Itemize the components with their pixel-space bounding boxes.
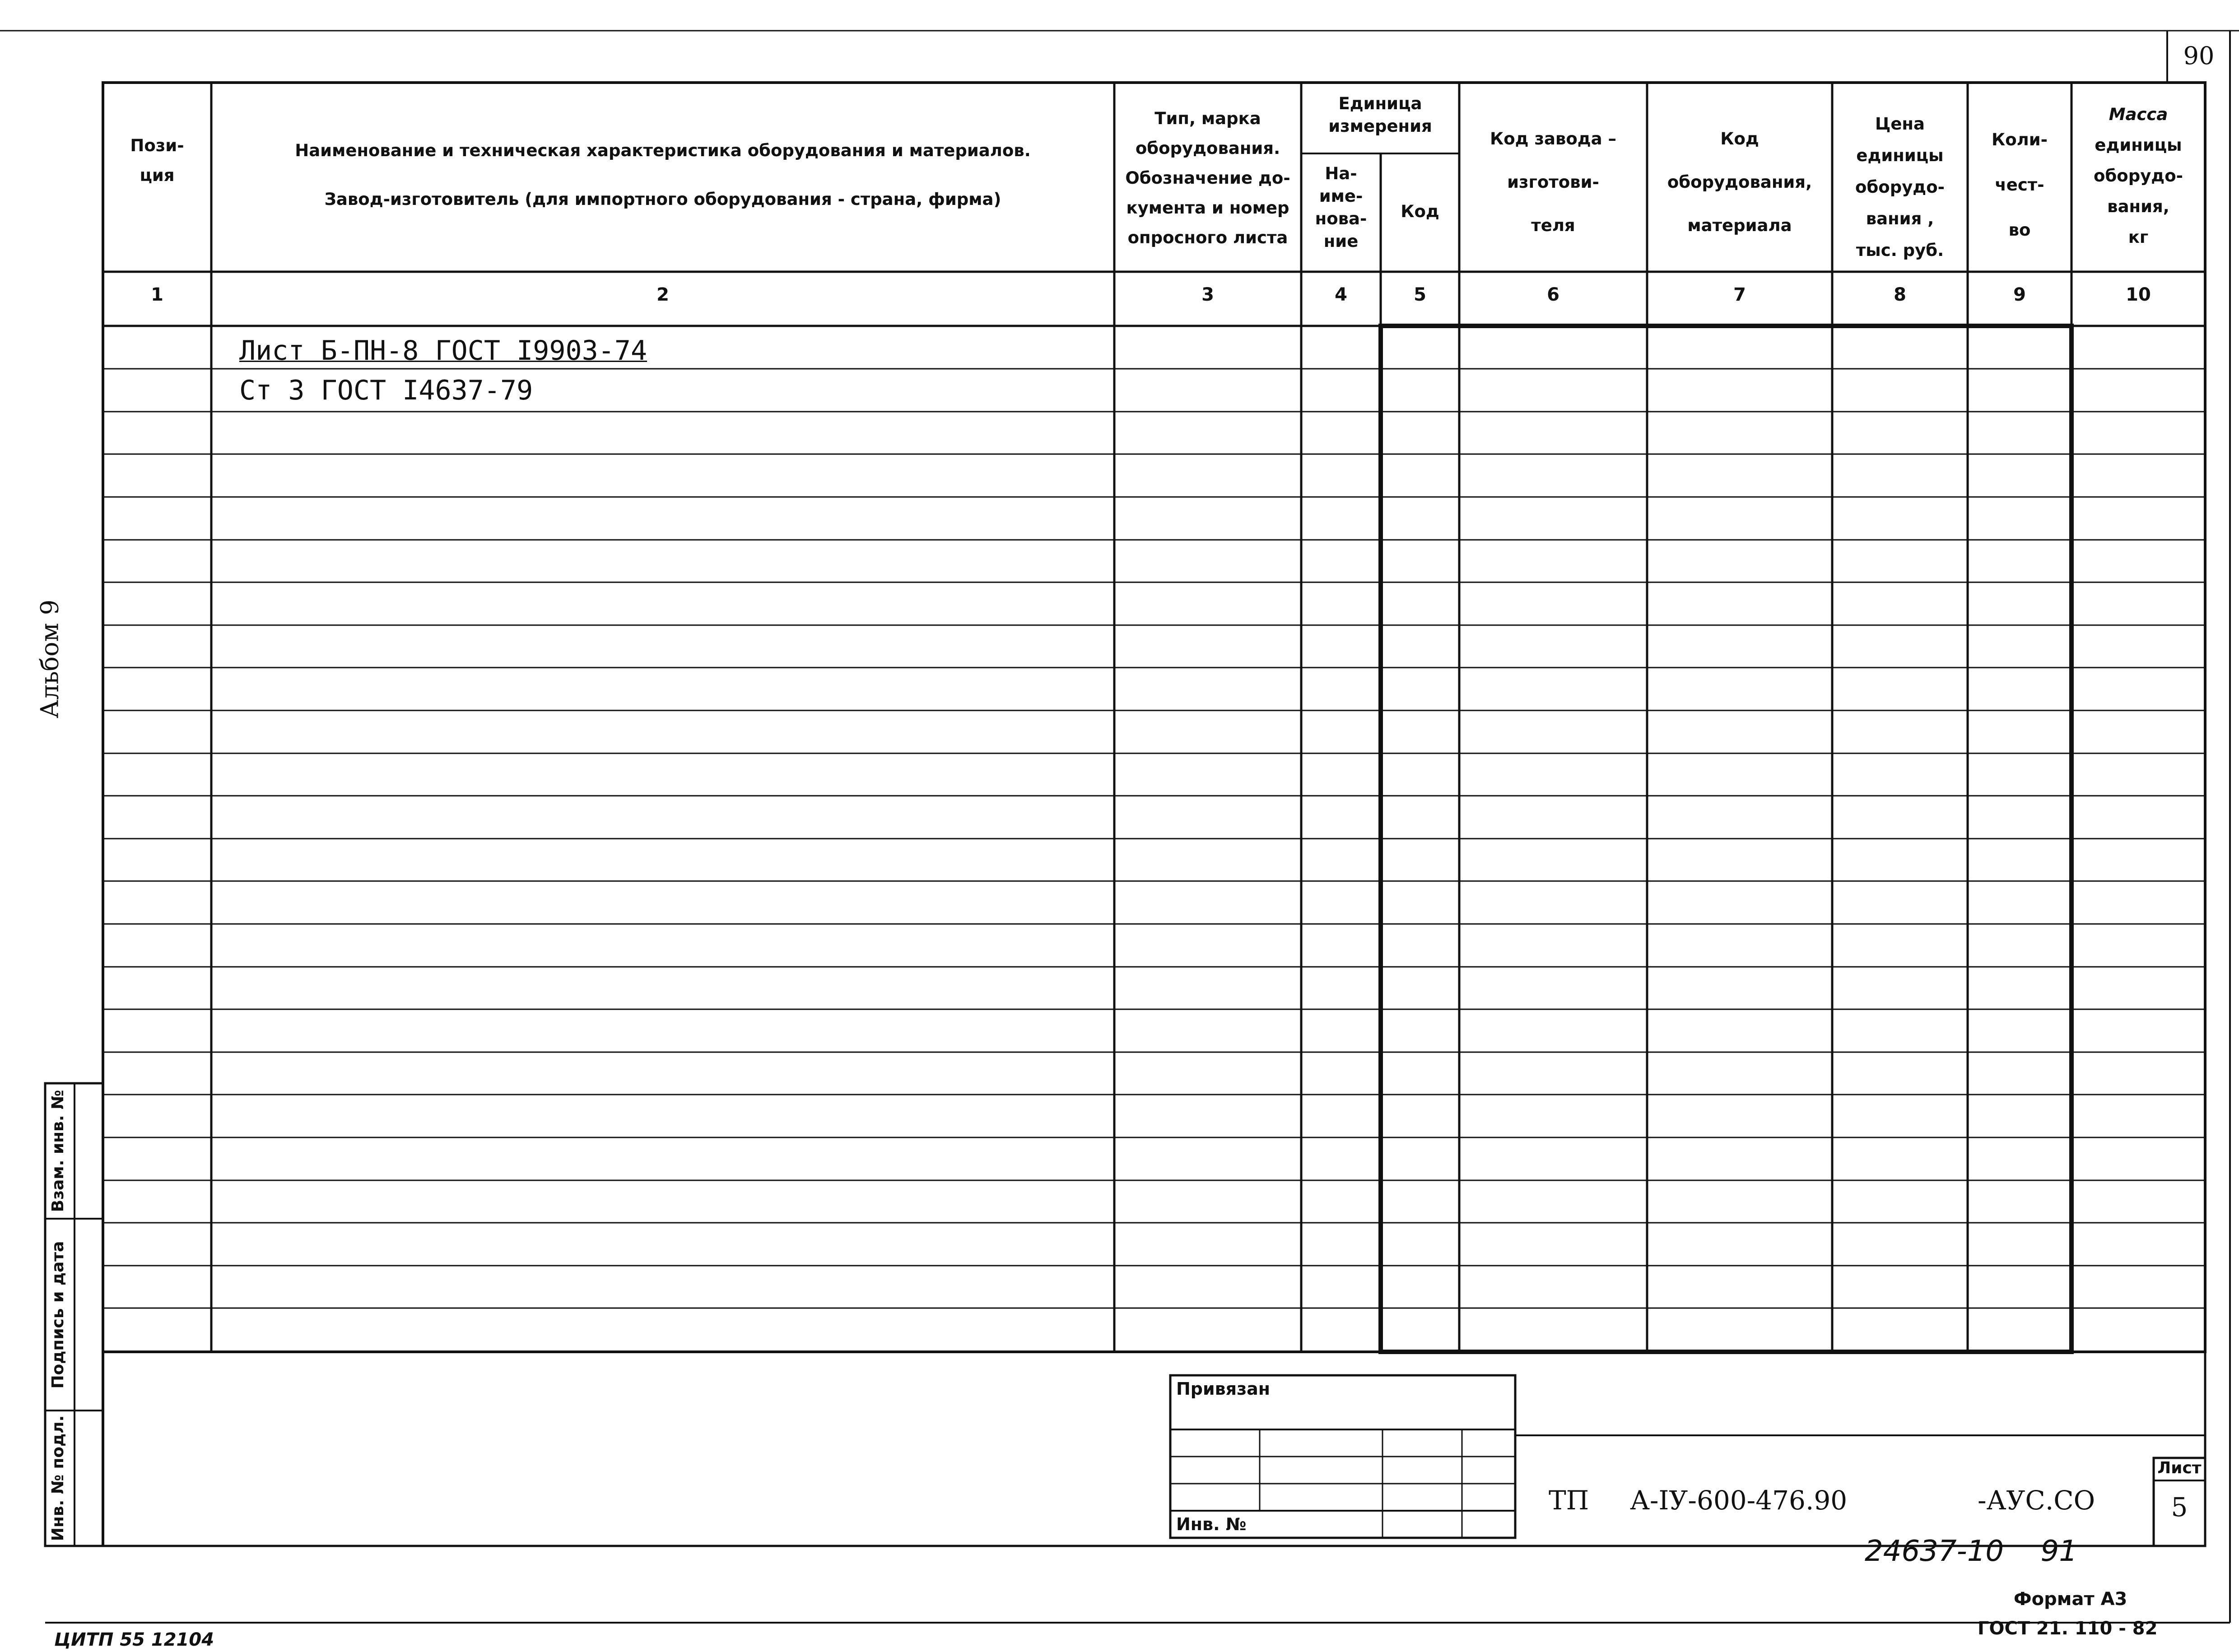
header-equipment-line2: оборудования, bbox=[1667, 172, 1812, 192]
top-sheet-number: 90 bbox=[2183, 42, 2215, 70]
column-number: 2 bbox=[656, 284, 669, 305]
header-mass-line4: вания, bbox=[2107, 197, 2169, 216]
format-label: Формат А3 bbox=[2014, 1589, 2127, 1610]
header-equipment-code bbox=[1647, 117, 1832, 247]
header-manufacturer-line2: изготови- bbox=[1507, 172, 1599, 192]
header-name-line2: Завод-изготовитель (для импортного оборудования - страна, фирма) bbox=[324, 190, 1001, 209]
header-unit-code: Код bbox=[1401, 202, 1439, 221]
header-quantity-line3: во bbox=[2008, 220, 2031, 240]
header-manufacturer-line1: Код завода – bbox=[1490, 129, 1616, 148]
header-type-line3: Обозначение до- bbox=[1125, 168, 1290, 188]
header-price-line3: оборудо- bbox=[1855, 177, 1945, 197]
inv-orig-label: Инв. № подл. bbox=[49, 1415, 67, 1541]
header-unit-line2: измерения bbox=[1328, 116, 1432, 136]
header-price-line5: тыс. руб. bbox=[1856, 241, 1944, 260]
column-number: 6 bbox=[1547, 284, 1559, 305]
header-price-line4: вания , bbox=[1866, 209, 1934, 228]
header-unit-name-line1: На- bbox=[1325, 164, 1357, 183]
header-quantity-line1: Коли- bbox=[1991, 130, 2048, 149]
header-equipment-line1: Код bbox=[1720, 129, 1759, 148]
header-mass-line3: оборудо- bbox=[2094, 166, 2183, 186]
header-position-line2: ция bbox=[140, 166, 175, 185]
sign-date-label: Подпись и дата bbox=[49, 1241, 67, 1389]
inv-no-label: Инв. № bbox=[1176, 1514, 1247, 1534]
column-number: 1 bbox=[151, 284, 163, 305]
header-unit-price bbox=[1832, 108, 1968, 266]
album-label: Альбом 9 bbox=[35, 599, 64, 719]
header-unit-mass bbox=[2071, 99, 2205, 253]
doc-code: А-IУ-600-476.90 bbox=[1630, 1485, 1848, 1516]
column-number: 10 bbox=[2126, 284, 2151, 305]
doc-prefix: ТП bbox=[1549, 1485, 1589, 1516]
header-mass-line2: единицы bbox=[2095, 135, 2182, 155]
header-quantity bbox=[1968, 117, 2071, 253]
header-price-line2: единицы bbox=[1856, 146, 1944, 165]
header-type-line5: опросного листа bbox=[1127, 228, 1288, 247]
handwritten-archive-number: 24637-10 91 bbox=[1865, 1535, 2077, 1568]
column-number: 7 bbox=[1733, 284, 1746, 305]
header-unit-name-line2: име- bbox=[1319, 186, 1363, 206]
header-unit-line1: Единица bbox=[1338, 94, 1422, 113]
header-unit-group bbox=[1301, 93, 1459, 138]
column-number: 5 bbox=[1414, 284, 1426, 305]
column-number: 4 bbox=[1335, 284, 1347, 305]
header-position-line1: Пози- bbox=[130, 136, 184, 155]
header-type-line4: кумента и номер bbox=[1126, 198, 1289, 218]
header-name bbox=[211, 126, 1114, 224]
sheet-label: Лист bbox=[2157, 1459, 2202, 1477]
header-unit-name-line3: нова- bbox=[1315, 209, 1367, 228]
header-mass-line1: Масса bbox=[2109, 105, 2168, 124]
header-mass-line5: кг bbox=[2128, 227, 2149, 247]
header-quantity-line2: чест- bbox=[1995, 175, 2044, 195]
header-manufacturer-code bbox=[1459, 117, 1647, 247]
header-equipment-line3: материала bbox=[1687, 216, 1792, 235]
header-name-line1: Наименование и техническая характеристика оборудования и материалов. bbox=[295, 141, 1031, 160]
column-number: 8 bbox=[1894, 284, 1906, 305]
column-number-row bbox=[0, 284, 2239, 311]
publisher-label: ЦИТП 55 12104 bbox=[54, 1629, 214, 1650]
inv-replace-label: Взам. инв. № bbox=[49, 1090, 67, 1212]
column-number: 9 bbox=[2013, 284, 2026, 305]
table-row-name: Ст 3 ГОСТ I4637-79 bbox=[239, 375, 533, 406]
table-row-name: Лист Б-ПН-8 ГОСТ I9903-74 bbox=[239, 335, 647, 367]
header-unit-name-line4: ние bbox=[1323, 232, 1359, 251]
header-type-line1: Тип, марка bbox=[1154, 109, 1261, 128]
column-number: 3 bbox=[1201, 284, 1214, 305]
header-manufacturer-line3: теля bbox=[1531, 216, 1575, 235]
gost-label: ГОСТ 21. 110 - 82 bbox=[1978, 1618, 2158, 1639]
sheet-number: 5 bbox=[2171, 1492, 2188, 1522]
header-type bbox=[1114, 104, 1301, 253]
doc-suffix: -АУС.СО bbox=[1978, 1485, 2095, 1516]
header-type-line2: оборудования. bbox=[1135, 139, 1280, 158]
bound-label: Привязан bbox=[1176, 1379, 1271, 1399]
header-price-line1: Цена bbox=[1875, 114, 1925, 134]
header-position bbox=[103, 131, 211, 190]
header-unit-name bbox=[1301, 162, 1381, 253]
